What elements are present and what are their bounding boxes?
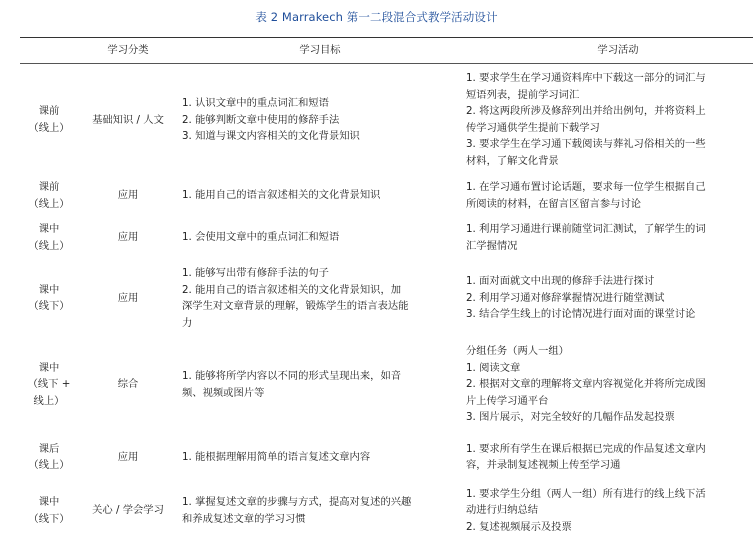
category-cell: 综合 <box>117 378 139 391</box>
goal-line: 和养成复述文章的学习习惯 <box>182 512 306 525</box>
goal-line: 1. 能够将所学内容以不同的形式呈现出来，如音 <box>182 370 402 382</box>
activity-line: 2. 复述视频展示及投票 <box>466 520 572 533</box>
goal-line: 1. 能根据理解用简单的语言复述文章内容 <box>182 450 371 463</box>
stage-line: 课中 <box>38 496 60 508</box>
goals-cell <box>178 216 462 260</box>
activities-cell <box>462 482 753 540</box>
goals-cell <box>178 64 462 176</box>
activity-line: 容，并录制复述视频上传至学习通 <box>466 459 621 471</box>
activity-line: 1. 阅读文章 <box>466 361 521 374</box>
stage-line: 课中 <box>38 361 60 374</box>
category-cell: 应用 <box>117 189 139 202</box>
stage-line: （线下） <box>28 300 70 312</box>
goals-cell <box>178 433 462 482</box>
goals-cell <box>178 482 462 540</box>
table-caption: 表 2 Marrakech 第一二段混合式教学活动设计 <box>255 10 498 24</box>
activity-line: 3. 图片展示，对完全较好的几幅作品发起投票 <box>466 411 675 424</box>
table-row <box>20 337 753 433</box>
table-row <box>20 260 753 337</box>
activities-cell <box>462 260 753 337</box>
activity-line: 2. 根据对文章的理解将文章内容视觉化并将所完成图 <box>466 378 706 391</box>
goal-line: 1. 认识文章中的重点词汇和短语 <box>182 97 329 109</box>
stage-cell <box>20 482 78 540</box>
goal-line: 2. 能够判断文章中使用的修辞手法 <box>182 113 340 126</box>
goals-cell <box>178 176 462 216</box>
table-row <box>20 176 753 216</box>
activities-cell <box>462 176 753 216</box>
category-cell: 应用 <box>117 231 139 244</box>
stage-line: （线上） <box>28 239 70 252</box>
table-row <box>20 64 753 176</box>
activity-design-table <box>20 37 753 540</box>
category-cell: 关心 / 学会学习 <box>92 504 164 517</box>
activities-cell <box>462 337 753 433</box>
goals-cell <box>178 337 462 433</box>
stage-cell <box>20 216 78 260</box>
table-header-row <box>20 38 753 64</box>
activity-line: 片上传学习通平台 <box>466 394 549 407</box>
stage-line: 课中 <box>38 283 60 296</box>
goal-line: 1. 会使用文章中的重点词汇和短语 <box>182 231 340 244</box>
stage-line: 课前 <box>38 105 60 118</box>
activity-line: 汇学握情况 <box>466 239 518 252</box>
goal-line: 1. 掌握复述文章的步骤与方式，提高对复述的兴趣 <box>182 496 412 508</box>
goals-cell <box>178 260 462 337</box>
activity-line: 1. 在学习通布置讨论话题，要求每一位学生根据自己 <box>466 181 706 193</box>
activity-line: 1. 利用学习通进行课前随堂词汇测试，了解学生的词 <box>466 223 706 235</box>
activities-cell <box>462 433 753 482</box>
stage-line: （线下 + <box>27 378 71 391</box>
stage-line: 线上） <box>33 394 65 407</box>
stage-line: 课前 <box>38 181 60 193</box>
activity-line: 1. 要求学生分组（两人一组）所有进行的线上线下活 <box>466 487 706 500</box>
goal-line: 1. 能够写出带有修辞手法的句子 <box>182 267 329 279</box>
activity-line: 材料，了解文化背景 <box>466 154 559 167</box>
header-goals: 学习目标 <box>178 38 462 64</box>
stage-line: 课后 <box>38 442 60 455</box>
activity-line: 3. 结合学生线上的讨论情况进行面对面的课堂讨论 <box>466 308 696 321</box>
stage-cell <box>20 433 78 482</box>
goal-line: 力 <box>182 316 193 329</box>
stage-cell <box>20 260 78 337</box>
activity-line: 短语列表，提前学习词汇 <box>466 88 580 101</box>
category-cell: 基础知识 / 人文 <box>92 113 164 126</box>
stage-line: 课中 <box>38 223 60 235</box>
stage-cell <box>20 64 78 176</box>
activity-line: 2. 利用学习通对修辞掌握情况进行随堂测试 <box>466 291 665 304</box>
goal-line: 深学生对文章背景的理解，锻炼学生的语言表达能 <box>182 300 409 312</box>
activity-line: 传学习通供学生提前下载学习 <box>466 121 600 134</box>
header-activities: 学习活动 <box>462 38 753 64</box>
table-row <box>20 433 753 482</box>
goal-line: 2. 能用自己的语言叙述相关的文化背景知识，加 <box>182 283 402 296</box>
stage-cell <box>20 176 78 216</box>
goal-line: 3. 知道与课文内容相关的文化背景知识 <box>182 130 360 142</box>
header-category: 学习分类 <box>78 38 178 64</box>
activity-line: 2. 将这两段所涉及修辞列出并给出例句，并将资料上 <box>466 105 706 118</box>
activity-line: 所阅读的材料，在留言区留言参与讨论 <box>466 197 642 210</box>
activity-line: 分组任务（两人一组） <box>466 345 569 358</box>
header-stage <box>20 38 78 64</box>
goal-line: 频、视频或图片等 <box>182 386 265 399</box>
stage-cell <box>20 337 78 433</box>
category-cell: 应用 <box>117 450 139 463</box>
goal-line: 1. 能用自己的语言叙述相关的文化背景知识 <box>182 189 381 202</box>
table-row <box>20 482 753 540</box>
activity-line: 动进行归纳总结 <box>466 504 539 517</box>
activity-line: 1. 面对面就文中出现的修辞手法进行探讨 <box>466 275 655 288</box>
stage-line: （线上） <box>28 459 70 471</box>
activity-line: 1. 要求所有学生在课后根据已完成的作品复述文章内 <box>466 442 706 455</box>
activity-line: 3. 要求学生在学习通下载阅读与葬礼习俗相关的一些 <box>466 138 706 151</box>
stage-line: （线下） <box>28 512 70 525</box>
table-row <box>20 216 753 260</box>
stage-line: （线上） <box>28 197 70 210</box>
activities-cell <box>462 216 753 260</box>
activities-cell <box>462 64 753 176</box>
activity-line: 1. 要求学生在学习通资料库中下载这一部分的词汇与 <box>466 72 706 85</box>
category-cell: 应用 <box>117 291 139 304</box>
stage-line: （线上） <box>28 121 70 134</box>
